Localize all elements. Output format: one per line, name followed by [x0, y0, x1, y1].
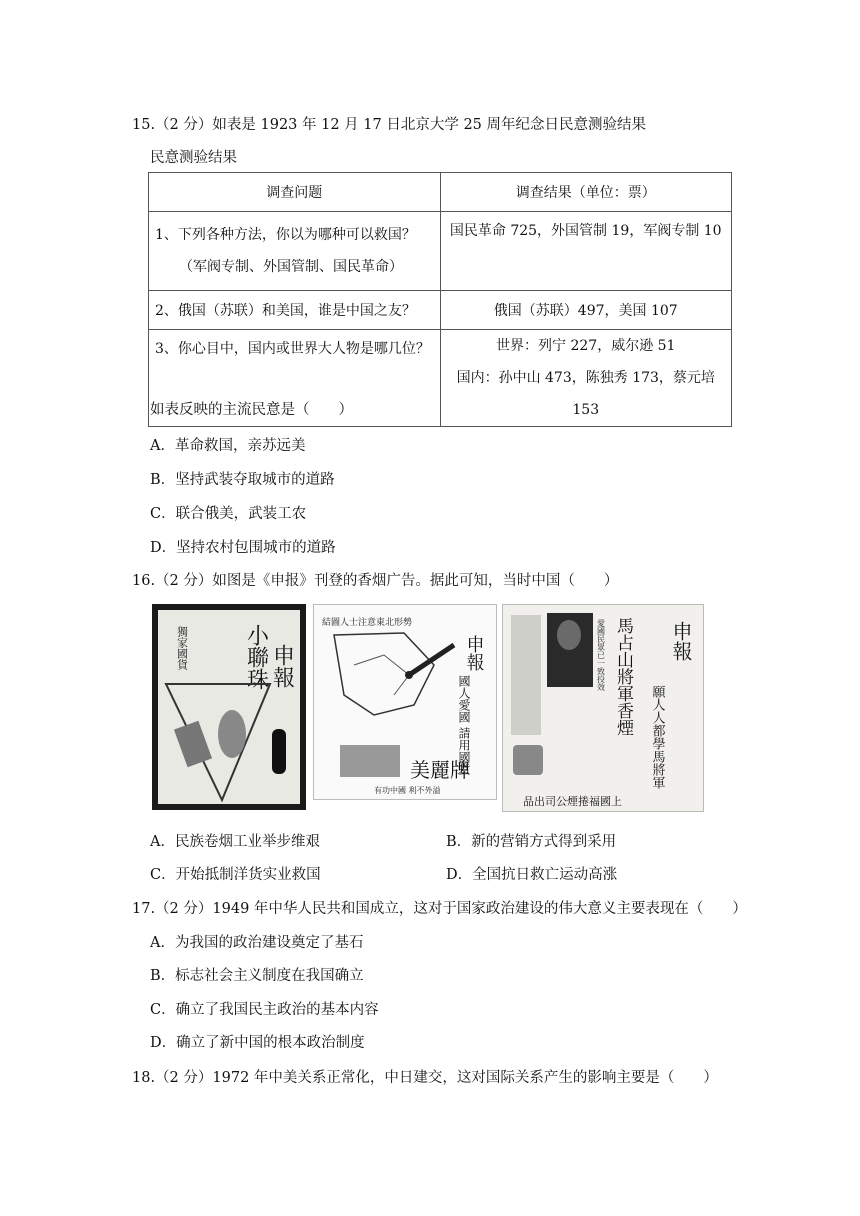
- q16-option-a[interactable]: A．民族卷烟工业举步维艰: [150, 834, 320, 850]
- ad1-heading: 申報: [269, 644, 295, 688]
- q16-option-d[interactable]: D．全国抗日救亡运动高涨: [446, 867, 618, 883]
- q17-option-b[interactable]: B．标志社会主义制度在我国确立: [150, 968, 364, 984]
- ad-image-2: [313, 604, 497, 800]
- newspaper-ad-1-icon: [152, 604, 306, 810]
- row2-question: 2、俄国（苏联）和美国，谁是中国之友？: [149, 291, 441, 330]
- ad2-brand: 美麗牌: [410, 758, 470, 782]
- q17-stem: 17.（2 分）1949 年中华人民共和国成立，这对于国家政治建设的伟大意义主要表现在（ ）: [132, 901, 747, 917]
- row3-result: 世界：列宁 227，威尔逊 51: [496, 338, 676, 354]
- q15-stem: 15.（2 分）如表是 1923 年 12 月 17 日北京大学 25 周年纪念日民意测验结果: [132, 117, 647, 133]
- row3-question: 3、你心目中，国内或世界大人物是哪几位？: [149, 330, 441, 427]
- q15-option-d[interactable]: D．坚持农村包围城市的道路: [150, 540, 336, 556]
- ad1-side-text: 獨家國貨: [175, 626, 189, 670]
- q15-table-caption: 民意测验结果: [150, 150, 237, 166]
- ad3-side: 愛國民眾已一致投效: [596, 619, 606, 691]
- row1-result: 国民革命 725，外国管制 19，军阀专制 10: [440, 212, 732, 291]
- table-header-question: 调查问题: [149, 173, 441, 212]
- row1-question: 1、下列各种方法，你以为哪种可以救国？: [155, 227, 416, 243]
- ad-image-1: [152, 604, 306, 810]
- q15-survey-table: [148, 172, 732, 427]
- row2-result: 俄国（苏联）497，美国 107: [440, 291, 732, 330]
- table-row: [149, 212, 732, 291]
- q17-option-d[interactable]: D．确立了新中国的根本政治制度: [150, 1035, 365, 1051]
- q16-option-b[interactable]: B．新的营销方式得到采用: [446, 834, 617, 850]
- q16-option-c[interactable]: C．开始抵制洋货实业救国: [150, 867, 321, 883]
- q15-option-c[interactable]: C．联合俄美，武装工农: [150, 506, 307, 522]
- row1-question-sub: （军阀专制、外国管制、国民革命）: [179, 259, 403, 275]
- ad2-heading: 申報: [463, 635, 485, 671]
- newspaper-ad-3-icon: [503, 605, 703, 811]
- ad3-slogan: 願人人都學馬將軍: [649, 685, 665, 789]
- q15-prompt: 如表反映的主流民意是（ ）: [150, 402, 353, 418]
- ad2-foot: 有功中國 利不外溢: [374, 786, 441, 795]
- ad3-foot: 品出司公煙捲福國上: [523, 795, 622, 808]
- row3-result-sub: 国内：孙中山 473，陈独秀 173，蔡元培 153: [456, 370, 715, 418]
- ad2-top-text: 結圖人士注意東北形勢: [322, 618, 413, 628]
- ad2-banner: 國人愛國 請用國貨: [457, 675, 471, 775]
- q18-stem: 18.（2 分）1972 年中美关系正常化，中日建交，这对国际关系产生的影响主要是（ ）: [132, 1070, 718, 1086]
- q17-option-a[interactable]: A．为我国的政治建设奠定了基石: [150, 935, 364, 951]
- q16-stem: 16.（2 分）如图是《申报》刊登的香烟广告。据此可知，当时中国（ ）: [132, 573, 619, 589]
- table-row: [149, 291, 732, 330]
- q17-option-c[interactable]: C．确立了我国民主政治的基本内容: [150, 1002, 379, 1018]
- q15-option-a[interactable]: A．革命救国，亲苏远美: [150, 438, 306, 454]
- ad1-big-text: 小聯珠: [243, 624, 269, 690]
- table-header-result: 调查结果（单位：票）: [440, 173, 732, 212]
- q15-option-b[interactable]: B．坚持武装夺取城市的道路: [150, 472, 335, 488]
- ad-image-3: [502, 604, 704, 812]
- newspaper-ad-2-icon: [314, 605, 496, 799]
- ad3-heading: 申報: [669, 621, 693, 661]
- ad3-big-text: 馬占山將軍香煙: [613, 617, 633, 736]
